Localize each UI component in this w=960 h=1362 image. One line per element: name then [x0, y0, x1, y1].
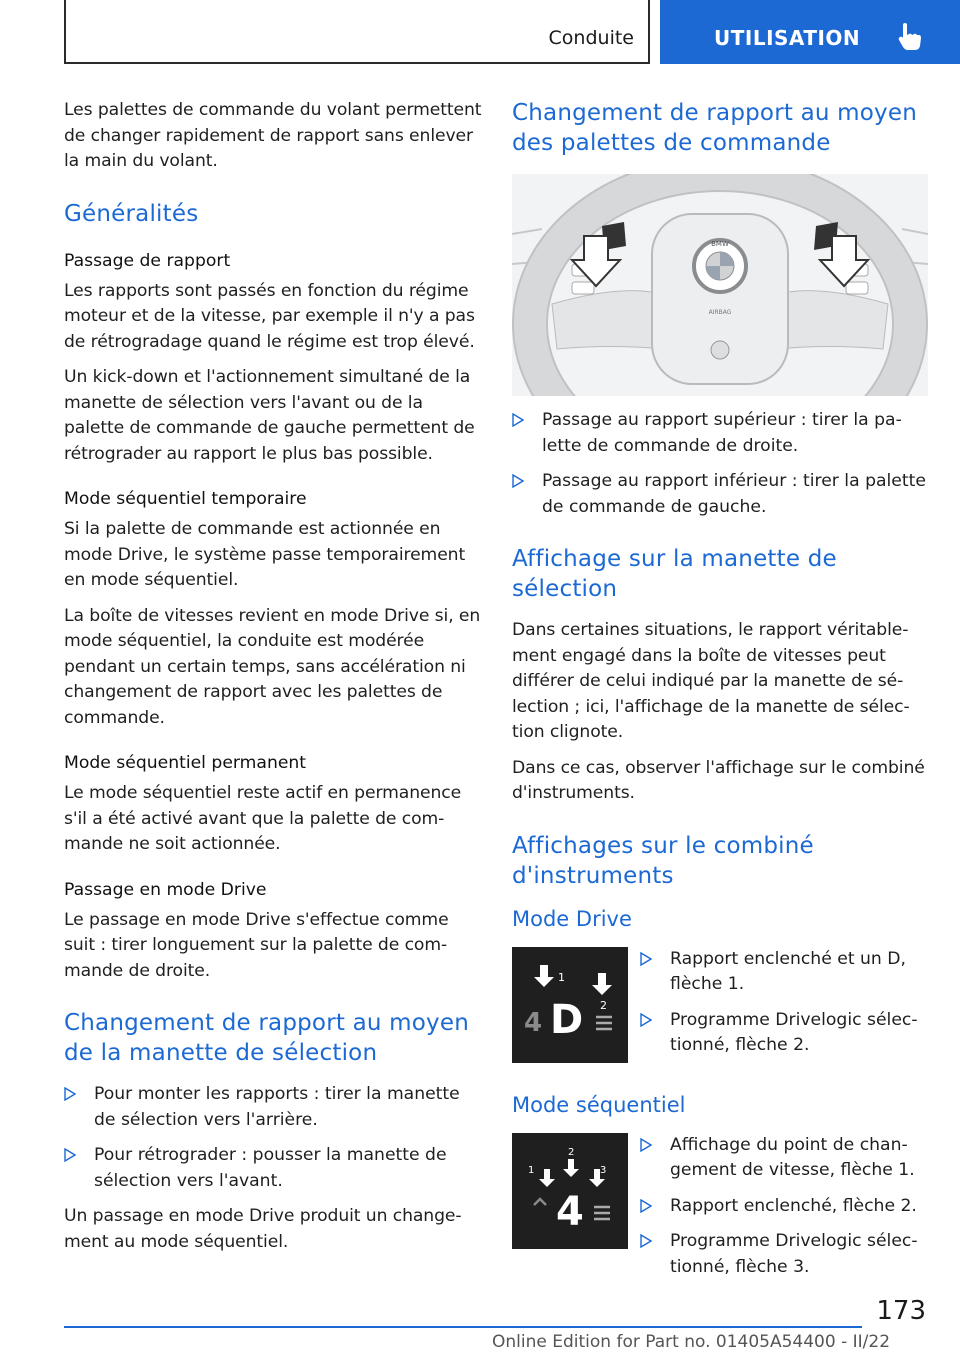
- svg-text:3: 3: [600, 1164, 607, 1176]
- footer-edition: Online Edition for Part no. 01405A54400 - II/22: [492, 1332, 891, 1352]
- passage-paragraph-1: Les rapports sont passés en fonction du régime moteur et de la vitesse, par exemple il n'y a pas de rétrogradage quand le régime est trop élevé.: [64, 280, 475, 352]
- svg-text:BMW: BMW: [711, 240, 729, 248]
- generalites-heading: Généralités: [64, 200, 199, 227]
- list-item: Passage au rapport supérieur : tirer la palette de commande de droite.: [512, 408, 930, 459]
- perm-mode-heading: Mode séquentiel permanent: [64, 753, 307, 773]
- triangle-bullet-icon: [640, 1234, 652, 1248]
- footer-divider: [64, 1326, 862, 1328]
- combine-heading: Affichages sur le combiné d'instruments: [512, 832, 814, 889]
- list-item: Programme Drivelogic sélectionné, flèche 3.: [640, 1229, 930, 1280]
- seq-display-heading: Mode séquentiel: [512, 1092, 686, 1117]
- svg-text:2: 2: [568, 1146, 575, 1158]
- svg-text:4: 4: [524, 1007, 543, 1038]
- seq-display-row: [512, 1133, 930, 1277]
- svg-text:2: 2: [600, 998, 607, 1012]
- header-chapter-title: UTILISATION: [714, 26, 861, 50]
- temp-mode-paragraph-2: La boîte de vitesses revient en mode Drive si, en mode séquentiel, la conduite est modérée pendant un certain temps, sans accélération ni changement de rapport avec les palettes de commande.: [64, 605, 481, 728]
- right-column: [512, 98, 930, 1277]
- affichage-paragraph-1: Dans certaines situations, le rapport véritablement engagé dans la boîte de vitesses peut différer de celui indiqué par la manette de sélection ; ici, l'affichage de la manette de sélection clignote.: [512, 620, 910, 742]
- header-section-title: Conduite: [548, 27, 634, 49]
- sequential-mode-display: [512, 1133, 628, 1249]
- triangle-bullet-icon: [640, 1013, 652, 1027]
- list-item: Pour monter les rapports : tirer la manette de sélection vers l'arrière.: [64, 1082, 484, 1133]
- affichage-heading: Affichage sur la manette de sélection: [512, 546, 837, 602]
- list-item: Pour rétrograder : pousser la manette de sélection vers l'avant.: [64, 1143, 484, 1194]
- triangle-bullet-icon: [512, 413, 524, 427]
- header-section-box: [64, 0, 650, 64]
- passage-paragraph-2: Un kick-down et l'actionnement simultané de la manette de sélection vers l'avant ou de la palette de commande de gauche permettent de rétrograder au rapport le plus bas possible.: [64, 367, 475, 464]
- svg-text:1: 1: [558, 970, 565, 984]
- temp-mode-paragraph-1: Si la palette de commande est actionnée en mode Drive, le système passe temporairement en mode séquentiel.: [64, 519, 466, 590]
- triangle-bullet-icon: [64, 1087, 76, 1101]
- passage-heading: Passage de rapport: [64, 250, 231, 271]
- svg-text:1: 1: [528, 1164, 535, 1176]
- left-column: [64, 98, 484, 1265]
- list-item: Programme Drivelogic sélectionné, flèche 2.: [640, 1008, 930, 1059]
- list-item: Passage au rapport inférieur : tirer la palette de commande de gauche.: [512, 469, 930, 520]
- drive-display-row: [512, 947, 930, 1065]
- affichage-paragraph-2: Dans ce cas, observer l'affichage sur le combiné d'instruments.: [512, 757, 925, 803]
- svg-text:D: D: [550, 996, 584, 1043]
- drive-display-heading: Mode Drive: [512, 906, 632, 931]
- svg-text:AIRBAG: AIRBAG: [708, 309, 732, 316]
- drive-mode-paragraph: Le passage en mode Drive s'effectue comme suit : tirer longuement sur la palette de commande de droite.: [64, 909, 449, 981]
- drive-mode-display: [512, 947, 628, 1063]
- seq-display-list: [640, 1133, 930, 1281]
- manette-note: Un passage en mode Drive produit un changement au mode séquentiel.: [64, 1206, 462, 1252]
- drive-display-list: [640, 947, 930, 1059]
- triangle-bullet-icon: [640, 1138, 652, 1152]
- palettes-list: [512, 408, 930, 520]
- perm-mode-paragraph: Le mode séquentiel reste actif en permanence s'il a été activé avant que la palette de commande ne soit actionnée.: [64, 783, 462, 854]
- page-number: 173: [876, 1296, 926, 1326]
- list-item: Rapport enclenché, flèche 2.: [640, 1194, 930, 1220]
- temp-mode-heading: Mode séquentiel temporaire: [64, 489, 307, 509]
- svg-text:4: 4: [556, 1188, 584, 1235]
- hand-pointer-icon: [896, 22, 924, 52]
- triangle-bullet-icon: [64, 1148, 76, 1162]
- triangle-bullet-icon: [640, 1199, 652, 1213]
- list-item: Affichage du point de changement de vitesse, flèche 1.: [640, 1133, 930, 1184]
- drive-mode-heading: Passage en mode Drive: [64, 879, 267, 900]
- triangle-bullet-icon: [512, 474, 524, 488]
- steering-wheel-illustration: [512, 174, 928, 396]
- triangle-bullet-icon: [640, 952, 652, 966]
- palettes-heading: Changement de rapport au moyen des palettes de commande: [512, 100, 917, 156]
- manette-heading: Changement de rapport au moyen de la manette de sélection: [64, 1010, 469, 1066]
- list-item: Rapport enclenché et un D, flèche 1.: [640, 947, 930, 998]
- intro-paragraph: Les palettes de commande du volant permettent de changer rapidement de rapport sans enlever la main du volant.: [64, 100, 482, 171]
- manette-list: [64, 1082, 484, 1194]
- header-chapter-tab[interactable]: [660, 0, 960, 64]
